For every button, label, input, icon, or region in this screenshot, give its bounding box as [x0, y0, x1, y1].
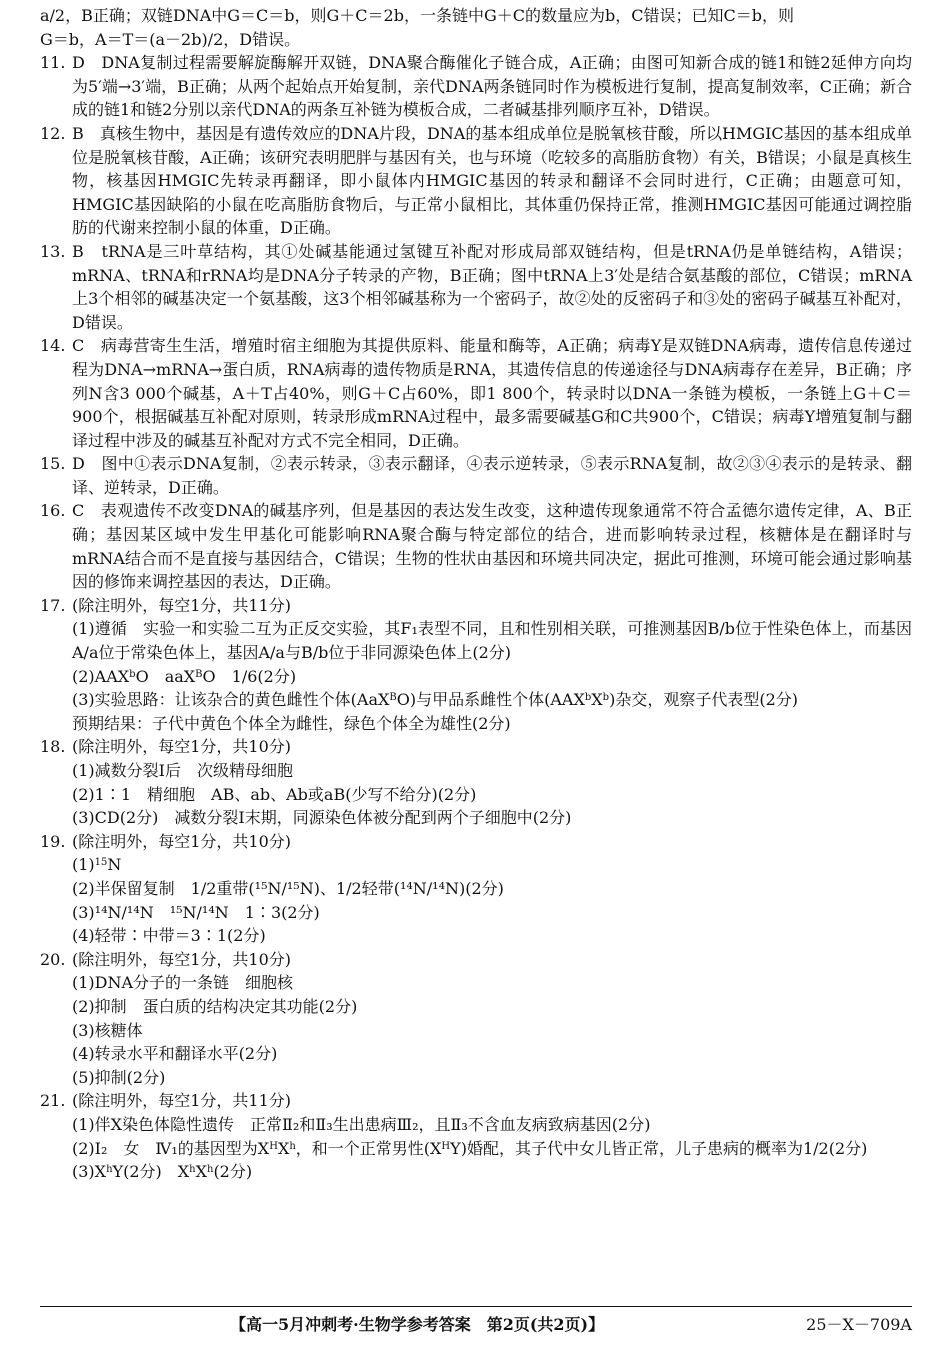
answer-item-16 — [40, 499, 912, 593]
item-number: 11. — [40, 53, 66, 73]
continuation-line-2: G＝b，A＝T＝(a－2b)/2，D错误。 — [40, 29, 301, 49]
q17-part-2: (2)AAX$^b$O aaX$^B$O 1/6(2分) — [72, 666, 297, 686]
answer-item-20 — [40, 948, 912, 1090]
footer-title: 【高一5月冲刺考·生物学参考答案 第2页(共2页)】 — [230, 1315, 605, 1334]
item-header: (除注明外，每空1分，共10分) — [72, 949, 292, 969]
item-number: 15. — [40, 454, 66, 474]
answer-item-12 — [40, 122, 912, 240]
q18-part-3: (3)CD(2分) 减数分裂Ⅰ末期，同源染色体被分配到两个子细胞中(2分) — [72, 808, 572, 828]
q21-part-1: (1)伴X染色体隐性遗传 正常Ⅱ₂和Ⅱ₃生出患病Ⅲ₂，且Ⅱ₃不含血友病致病基因(2分) — [72, 1114, 651, 1134]
answer-item-18 — [40, 735, 912, 829]
footer-code: 25－X－709A — [806, 1315, 912, 1334]
q20-part-1: (1)DNA分子的一条链 细胞核 — [72, 973, 294, 993]
item-text: B tRNA是三叶草结构，其①处碱基能通过氢键互补配对形成局部双链结构，但是tRNA仍是单链结构，A错误；mRNA、tRNA和rRNA均是DNA分子转录的产物，B正确；图中tRNA上3′处是结合氨基酸的部位，C错误；mRNA上3个相邻的碱基决定一个氨基酸，这3个相邻碱基称为一个密码子，故②处的反密码子和③处的密码子碱基互补配对，D错误。 — [72, 241, 912, 332]
answer-item-11 — [40, 51, 912, 122]
q17-part-3: (3)实验思路：让该杂合的黄色雌性个体(AaX$^B$O)与甲品系雌性个体$(AAX^bX^b)$杂交，观察子代表型(2分) — [72, 690, 798, 710]
item-text: D DNA复制过程需要解旋酶解开双链，DNA聚合酶催化子链合成，A正确；由图可知新合成的链1和链2延伸方向均为5′端→3′端，B正确；从两个起始点开始复制，亲代DNA两条链同时作为模板进行复制，提高复制效率，C正确；新合成的链1和链2分别以亲代DNA的两条互补链为模板合成，二者碱基排列顺序互补，D错误。 — [72, 53, 912, 120]
q19-part-4: (4)轻带∶中带＝3∶1(2分) — [72, 926, 266, 946]
answer-item-14 — [40, 334, 912, 452]
answer-page — [40, 4, 912, 1184]
answer-item-13 — [40, 240, 912, 334]
item-header: (除注明外，每空1分，共10分) — [72, 737, 292, 757]
answer-item-15 — [40, 452, 912, 499]
item-header: (除注明外，每空1分，共11分) — [72, 595, 292, 615]
item-number: 13. — [40, 241, 66, 261]
answer-items — [40, 51, 912, 594]
item-number: 12. — [40, 123, 66, 143]
item-header: (除注明外，每空1分，共10分) — [72, 831, 292, 851]
q19-part-1: $(1)^{15}N$ — [72, 855, 122, 875]
q21-part-2: (2)Ⅰ₂ 女 Ⅳ₁的基因型为$X^HX^h$，和一个正常男性$(X^HY)$婚配，其子代中女儿皆正常，儿子患病的概率为1/2(2分) — [72, 1138, 868, 1158]
q21-part-3: $(3)X^hY(2$分) $X^hX^h(2$分) — [72, 1162, 253, 1182]
item-text: D 图中①表示DNA复制，②表示转录，③表示翻译，④表示逆转录，⑤表示RNA复制，故②③④表示的是转录、翻译、逆转录，D正确。 — [72, 454, 912, 497]
q18-part-2: (2)1∶1 精细胞 AB、ab、Ab或aB(少写不给分)(2分) — [72, 784, 477, 804]
item-number: 18. — [40, 737, 66, 757]
q18-part-1: (1)减数分裂Ⅰ后 次级精母细胞 — [72, 761, 293, 780]
footer-divider — [40, 1306, 912, 1307]
item-text: C 表观遗传不改变DNA的碱基序列，但是基因的表达发生改变，这种遗传现象通常不符合孟德尔遗传定律，A、B正确；基因某区域中发生甲基化可能影响RNA聚合酶与特定部位的结合，进而影响转录过程，核糖体是在翻译时与mRNA结合而不是直接与基因结合，C错误；生物的性状由基因和环境共同决定，据此可推测，环境可能会通过影响基因的修饰来调控基因的表达，D正确。 — [72, 501, 912, 592]
item-header: (除注明外，每空1分，共11分) — [72, 1091, 292, 1111]
q20-part-2: (2)抑制 蛋白质的结构决定其功能(2分) — [72, 996, 358, 1016]
item-number: 16. — [40, 501, 66, 521]
item-text: B 真核生物中，基因是有遗传效应的DNA片段，DNA的基本组成单位是脱氧核苷酸，所以HMGIC基因的基本组成单位是脱氧核苷酸，A正确；该研究表明肥胖与基因有关，也与环境（吃较多的高脂肪食物）有关，B错误；小鼠是真核生物，核基因HMGIC先转录再翻译，即小鼠体内HMGIC基因的转录和翻译不会同时进行，C正确；由题意可知，HMGIC基因缺陷的小鼠在吃高脂肪食物后，与正常小鼠相比，其体重仍保持正常，推测HMGIC基因可能通过调控脂肪的代谢来控制小鼠的体重，D正确。 — [72, 123, 912, 238]
answer-item-21 — [40, 1089, 912, 1183]
item-number: 21. — [40, 1091, 66, 1111]
item-number: 20. — [40, 949, 66, 969]
q17-expected-result: 预期结果：子代中黄色个体全为雌性，绿色个体全为雄性(2分) — [72, 713, 511, 733]
q20-part-5: (5)抑制(2分) — [72, 1067, 166, 1087]
q17-part-1: (1)遵循 实验一和实验二互为正反交实验，其F₁表型不同，且和性别相关联，可推测基因B/b位于性染色体上，而基因A/a位于常染色体上，基因A/a与B/b位于非同源染色体上(2分) — [72, 619, 912, 663]
q20-part-3: (3)核糖体 — [72, 1020, 143, 1040]
item-number: 14. — [40, 336, 66, 356]
page-footer — [40, 1312, 912, 1338]
item-number: 17. — [40, 595, 66, 615]
q19-part-3: (3)¹⁴N/¹⁴N ¹⁵N/¹⁴N 1∶3(2分) — [72, 902, 320, 922]
item-number: 19. — [40, 831, 66, 851]
item-text: C 病毒营寄生生活，增殖时宿主细胞为其提供原料、能量和酶等，A正确；病毒Y是双链DNA病毒，遗传信息传递过程为DNA→mRNA→蛋白质，RNA病毒的遗传物质是RNA，其遗传信息的传递途径与DNA病毒存在差异，B正确；序列N含3 000个碱基，A＋T占40%，则G＋C占60%，即1 800个，转录时以DNA一条链为模板，一条链上G＋C＝900个，根据碱基互补配对原则，转录形成mRNA过程中，最多需要碱基G和C共900个，C错误；病毒Y增殖复制与翻译过程中涉及的碱基互补配对方式不完全相同，D正确。 — [72, 336, 912, 450]
q20-part-4: (4)转录水平和翻译水平(2分) — [72, 1044, 278, 1064]
answer-item-17 — [40, 594, 912, 736]
answer-item-19 — [40, 830, 912, 948]
continuation-line-1: a/2，B正确；双链DNA中G＝C＝b，则G＋C＝2b，一条链中G＋C的数量应为b，C错误；已知C＝b，则 — [40, 6, 794, 25]
q19-part-2: (2)半保留复制 1/2重带(¹⁵N/¹⁵N)、1/2轻带(¹⁴N/¹⁴N)(2分) — [72, 878, 504, 898]
